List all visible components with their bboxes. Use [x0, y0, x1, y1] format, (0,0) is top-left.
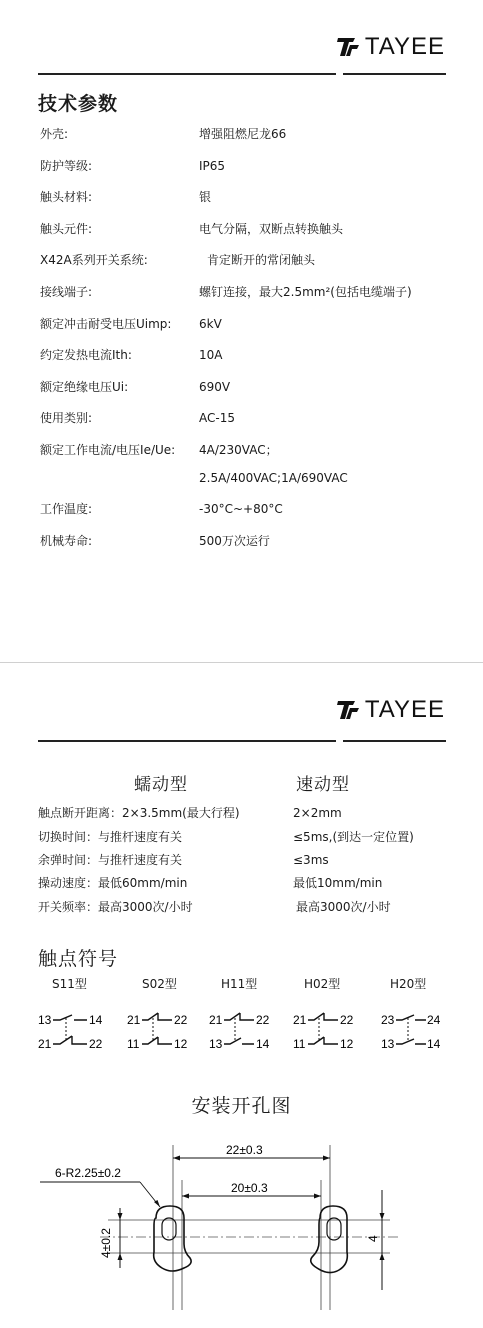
- terminal-label: 21: [127, 1013, 141, 1027]
- spec-label: 触头元件:: [40, 222, 93, 236]
- spec-label: 接线端子:: [40, 285, 93, 299]
- header-rule-left: [38, 740, 336, 742]
- spec-value: AC-15: [199, 411, 235, 425]
- symbol-h20: [381, 1013, 441, 1051]
- spec-title: 技术参数: [38, 93, 119, 115]
- tayee-logo: [335, 33, 445, 61]
- header-rule-left: [38, 73, 336, 75]
- terminal-label: 24: [427, 1013, 441, 1027]
- symbol-label: S11型: [52, 977, 87, 991]
- spec-label: 工作温度:: [40, 502, 93, 516]
- spec-label: 防护等级:: [40, 159, 93, 173]
- terminal-label: 22: [256, 1013, 270, 1027]
- terminal-label: 12: [174, 1037, 188, 1051]
- slow-action-row: 开关频率：最高3000次/小时: [38, 900, 193, 914]
- dim-height-right-label: 4: [366, 1235, 380, 1242]
- spec-page: [0, 0, 483, 662]
- snap-action-row: 最高3000次/小时: [296, 900, 391, 914]
- spec-label: 额定冲击耐受电压Uimp:: [40, 317, 172, 331]
- snap-action-row: ≤3ms: [293, 853, 329, 867]
- spec-value: 银: [199, 190, 212, 204]
- terminal-label: 23: [381, 1013, 395, 1027]
- spec-value: 690V: [199, 380, 231, 394]
- symbol-label: H02型: [304, 977, 341, 991]
- spec-label: 触头材料:: [40, 190, 93, 204]
- terminal-label: 14: [89, 1013, 103, 1027]
- snap-action-row: 2×2mm: [293, 806, 342, 820]
- terminal-label: 13: [209, 1037, 223, 1051]
- terminal-label: 13: [38, 1013, 52, 1027]
- spec-value: 电气分隔，双断点转换触头: [199, 222, 344, 236]
- symbol-label: H11型: [221, 977, 258, 991]
- slow-action-row: 切换时间：与推杆速度有关: [38, 830, 183, 844]
- terminal-label: 14: [256, 1037, 270, 1051]
- terminal-label: 11: [127, 1037, 140, 1051]
- terminal-label: 22: [89, 1037, 103, 1051]
- spec-value: 2.5A/400VAC;1A/690VAC: [199, 471, 348, 485]
- spec-value: 10A: [199, 348, 223, 362]
- right-slot-outline: [311, 1206, 348, 1273]
- spec-value: 6kV: [199, 317, 222, 331]
- dim-inner-label: 20±0.3: [231, 1181, 268, 1195]
- slow-action-row: 操动速度：最低60mm/min: [38, 876, 188, 890]
- spec-label: 额定绝缘电压Ui:: [40, 380, 129, 394]
- tayee-logo-icon: [335, 34, 361, 60]
- terminal-label: 22: [174, 1013, 188, 1027]
- snap-action-row: ≤5ms,(到达一定位置): [293, 830, 414, 844]
- symbol-h11: [209, 1013, 270, 1051]
- spec-label: 约定发热电流Ith:: [40, 348, 132, 362]
- terminal-label: 13: [381, 1037, 395, 1051]
- spec-label: 外壳:: [40, 127, 69, 141]
- slow-action-row: 余弹时间：与推杆速度有关: [38, 853, 183, 867]
- spec-value: 4A/230VAC；: [199, 443, 278, 457]
- slow-action-title: 蠕动型: [134, 775, 188, 795]
- brand-name: TAYEE: [364, 696, 445, 723]
- spec-label: 机械寿命:: [40, 534, 93, 548]
- spec-label: X42A系列开关系统:: [40, 253, 148, 267]
- spec-value: 500万次运行: [199, 534, 270, 548]
- symbol-h02: [293, 1013, 354, 1051]
- terminal-label: 12: [340, 1037, 354, 1051]
- spec-value: 肯定断开的常闭触头: [207, 253, 316, 267]
- tayee-logo: [335, 696, 445, 724]
- symbol-label: S02型: [142, 977, 177, 991]
- symbol-label: H20型: [390, 977, 427, 991]
- mounting-hole-drawing: [0, 1130, 483, 1328]
- dim-outer-label: 22±0.3: [226, 1143, 263, 1157]
- header-rule-right: [343, 740, 446, 742]
- dim-height-left-label: 4±0.2: [99, 1228, 113, 1258]
- snap-action-title: 速动型: [296, 775, 350, 795]
- spec-value: -30°C~+80°C: [199, 502, 283, 516]
- symbol-s11: [38, 1013, 103, 1051]
- brand-name: TAYEE: [364, 33, 445, 60]
- spec-label: 使用类别:: [40, 411, 93, 425]
- terminal-label: 21: [209, 1013, 223, 1027]
- spec-value: 增强阻燃尼龙66: [199, 127, 287, 141]
- terminal-label: 14: [427, 1037, 441, 1051]
- mounting-title: 安装开孔图: [191, 1095, 292, 1117]
- symbol-s02: [127, 1013, 188, 1051]
- snap-action-row: 最低10mm/min: [293, 876, 383, 890]
- terminal-label: 11: [293, 1037, 306, 1051]
- spec-value: 螺钉连接，最大2.5mm²(包括电缆端子): [199, 285, 412, 299]
- spec-value: IP65: [199, 159, 226, 173]
- terminal-label: 21: [293, 1013, 307, 1027]
- terminal-label: 22: [340, 1013, 354, 1027]
- dim-radius-label: 6-R2.25±0.2: [55, 1166, 121, 1180]
- tayee-logo-icon: [335, 697, 361, 723]
- slow-action-row: 触点断开距离：2×3.5mm(最大行程): [38, 806, 240, 820]
- contact-symbols-title: 触点符号: [38, 948, 119, 970]
- contact-symbols-diagram: [0, 1005, 483, 1055]
- terminal-label: 21: [38, 1037, 52, 1051]
- header-rule-right: [343, 73, 446, 75]
- spec-label: 额定工作电流/电压Ie/Ue:: [40, 443, 176, 457]
